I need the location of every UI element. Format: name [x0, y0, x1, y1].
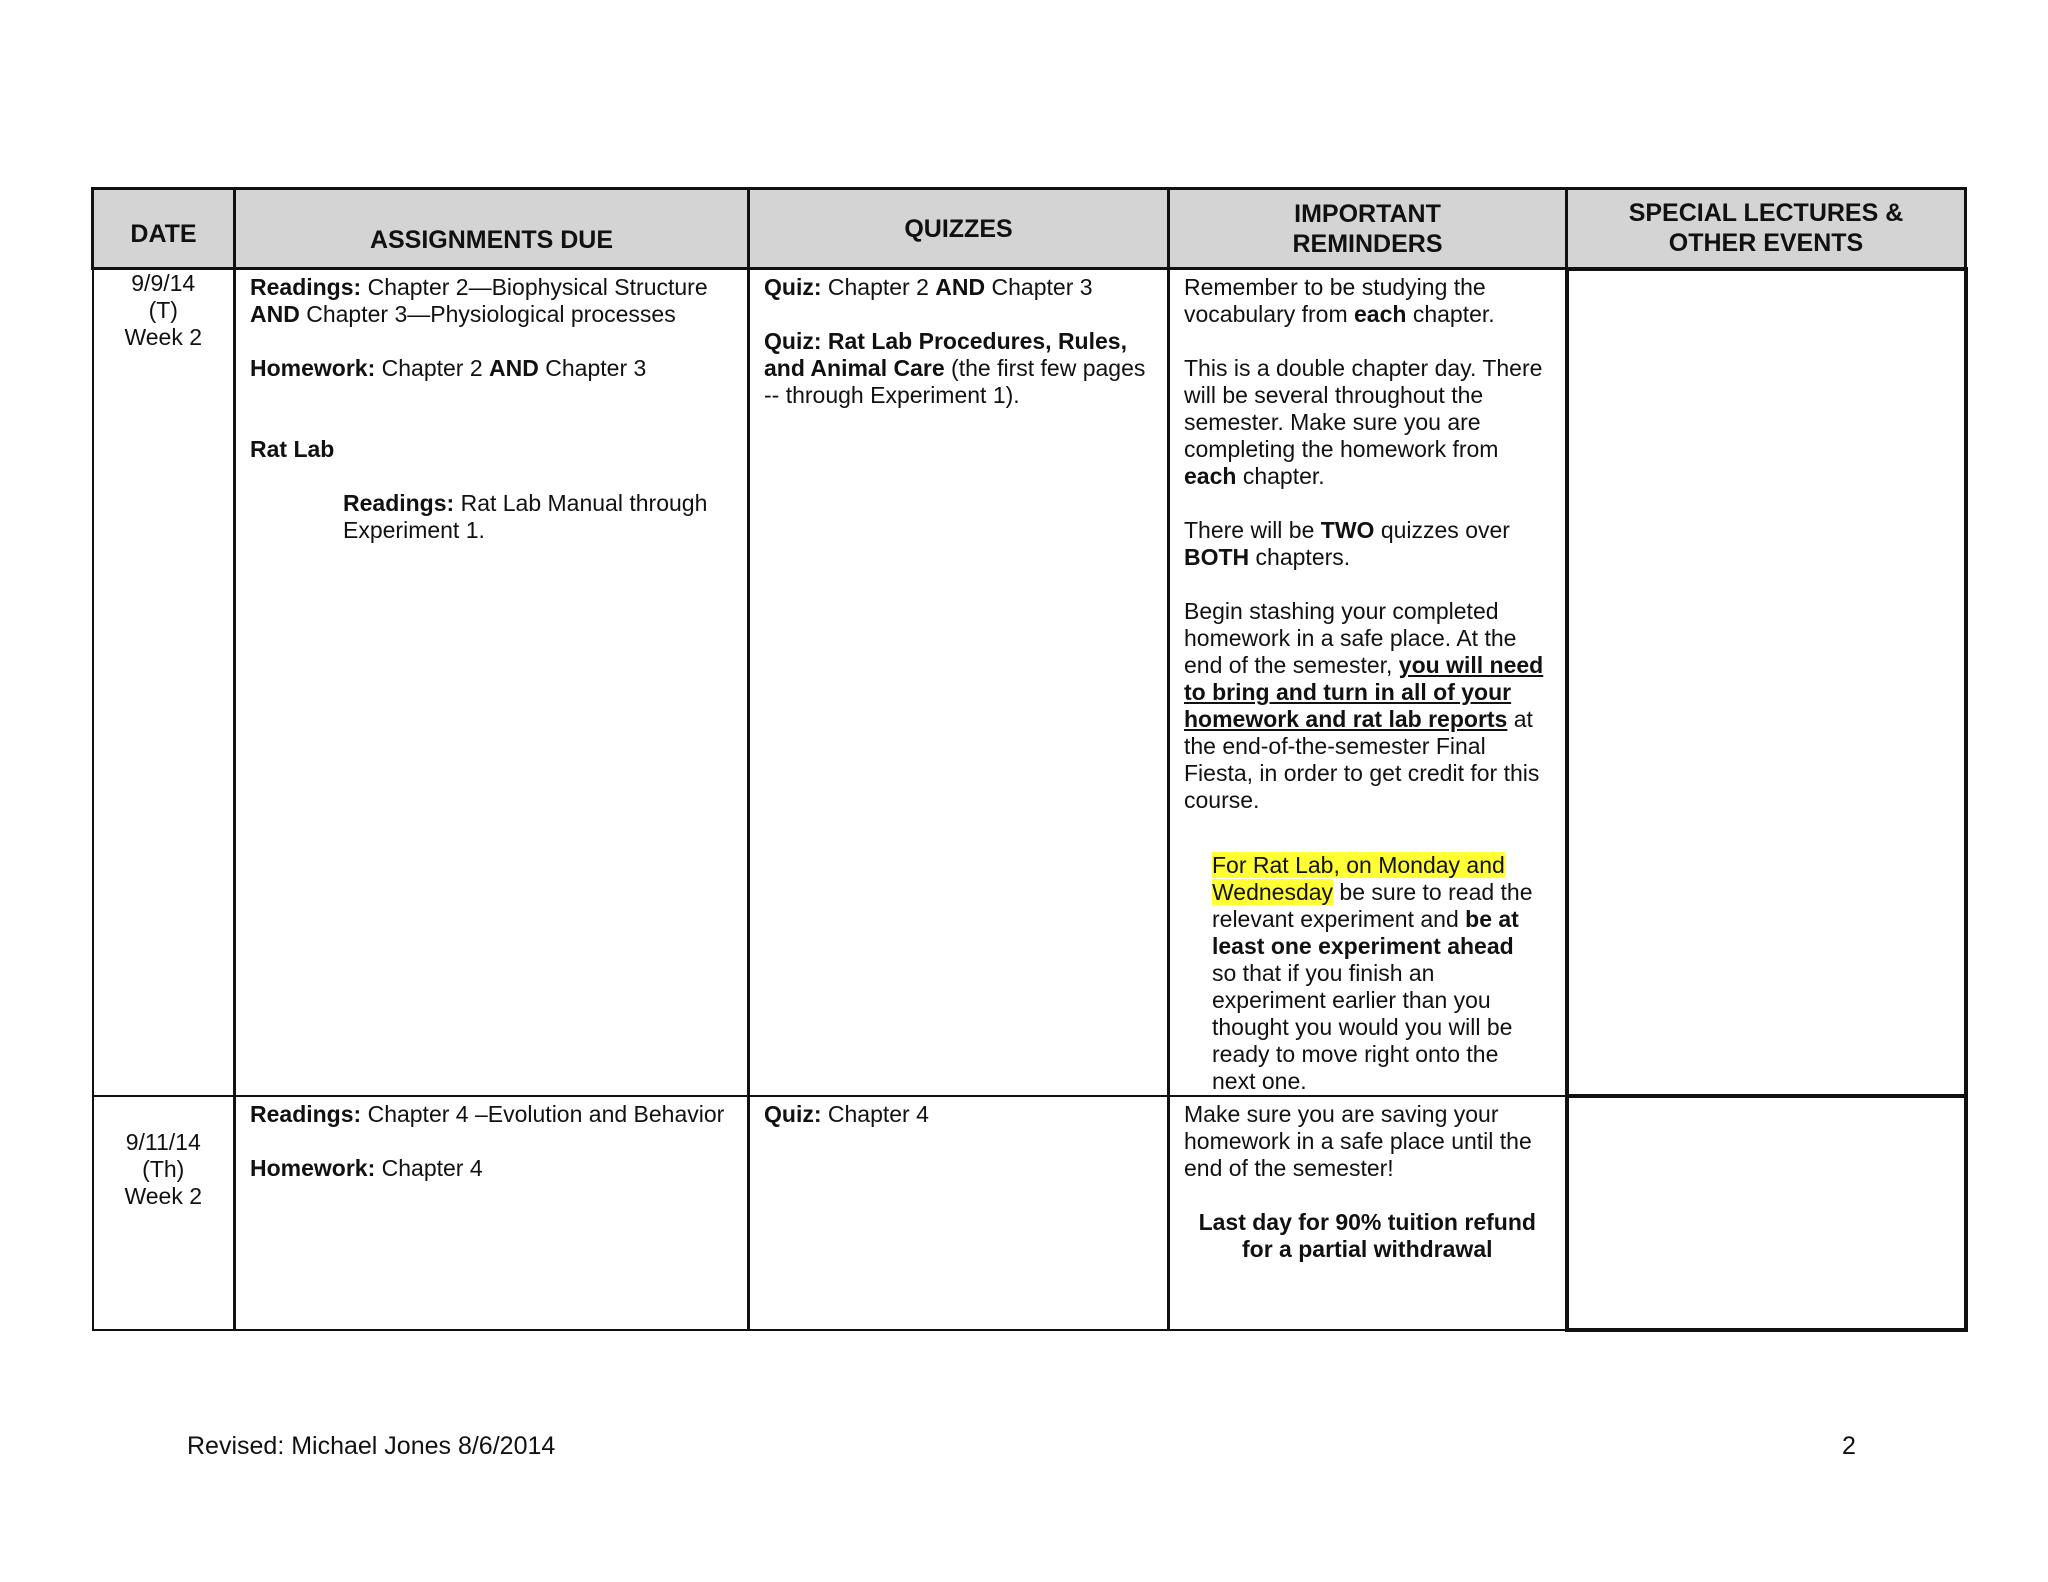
assignments-cell — [235, 1096, 749, 1330]
header-reminders: IMPORTANT REMINDERS — [1169, 189, 1567, 269]
reminder-paragraph: Make sure you are saving your homework in a safe place until the end of the semester! — [1184, 1101, 1532, 1181]
table-row — [93, 269, 1966, 1097]
reminders-cell — [1169, 1096, 1567, 1330]
page-number: 2 — [1842, 1432, 1856, 1460]
quiz-line: Quiz: Chapter 2 AND Chapter 3 — [764, 274, 1093, 300]
reminder-paragraph: This is a double chapter day. There will be several throughout the semester. Make sure you are completing the homework from each chapter. — [1184, 355, 1543, 489]
header-assignments: ASSIGNMENTS DUE — [235, 189, 749, 269]
quizzes-cell — [749, 269, 1169, 1097]
refund-notice: Last day for 90% tuition refund for a partial withdrawal — [1198, 1209, 1536, 1262]
reminder-paragraph: Begin stashing your completed homework in a safe place. At the end of the semester, you will need to bring and turn in all of your homework and rat lab reports at the end-of-the-semester Final Fiesta, in order to get credit for this course. — [1184, 598, 1544, 813]
date-cell: 9/9/14 (T) Week 2 — [93, 269, 235, 1097]
reminder-paragraph: There will be TWO quizzes over BOTH chapters. — [1184, 517, 1510, 570]
special-events-cell — [1567, 269, 1966, 1097]
assignments-cell — [235, 269, 749, 1097]
quiz-line: Quiz: Chapter 4 — [764, 1101, 929, 1127]
reminders-cell — [1169, 269, 1567, 1097]
homework-line: Homework: Chapter 2 AND Chapter 3 — [250, 355, 647, 381]
homework-line: Homework: Chapter 4 — [250, 1155, 483, 1181]
header-special: SPECIAL LECTURES & OTHER EVENTS — [1567, 189, 1966, 269]
reminder-paragraph: Remember to be studying the vocabulary from each chapter. — [1184, 274, 1495, 327]
date-cell: 9/11/14 (Th) Week 2 — [93, 1096, 235, 1330]
readings-line: Readings: Chapter 4 –Evolution and Behavior — [250, 1101, 725, 1127]
special-events-cell — [1567, 1096, 1966, 1330]
highlighted-text: For Rat Lab, on Monday and Wednesday — [1212, 852, 1505, 905]
readings-line: Readings: Chapter 2—Biophysical Structure AND Chapter 3—Physiological processes — [250, 274, 708, 327]
rat-lab-reminder: For Rat Lab, on Monday and Wednesday be sure to read the relevant experiment and be at least one experiment ahead so that if you finish an experiment earlier than you thought you would you will be ready to move right onto the next one. — [1212, 852, 1533, 1094]
header-quizzes: QUIZZES — [749, 189, 1169, 269]
rat-lab-heading: Rat Lab — [250, 436, 335, 462]
table-row — [93, 1096, 1966, 1330]
header-row — [93, 189, 1966, 269]
rat-lab-readings: Readings: Rat Lab Manual through Experiment 1. — [343, 490, 708, 543]
revision-note: Revised: Michael Jones 8/6/2014 — [187, 1432, 556, 1460]
header-date: DATE — [93, 189, 235, 269]
schedule-table — [91, 187, 1968, 1332]
quizzes-cell — [749, 1096, 1169, 1330]
quiz-line: Quiz: Rat Lab Procedures, Rules, and Animal Care (the first few pages -- through Experiment 1). — [764, 328, 1146, 408]
